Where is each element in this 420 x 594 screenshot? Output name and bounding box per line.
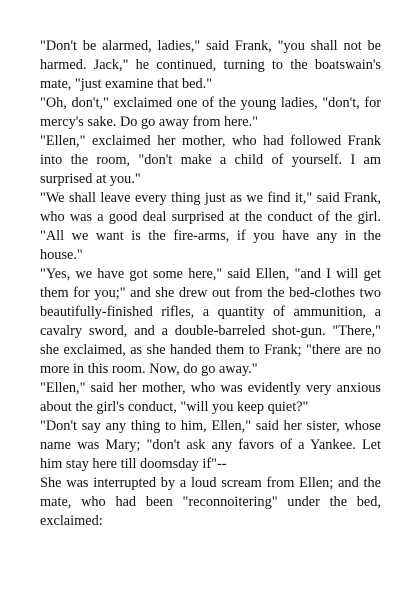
- document-page: [40, 37, 381, 531]
- paragraph-2: "Oh, don't," exclaimed one of the young ladies, "don't, for mercy's sake. Do go away from here.": [40, 95, 381, 130]
- paragraph-8: She was interrupted by a loud scream from Ellen; and the mate, who had been "reconnoitering" under the bed, exclaimed:: [40, 475, 381, 529]
- paragraph-4: "We shall leave every thing just as we find it," said Frank, who was a good deal surprised at the conduct of the girl. "All we want is the fire-arms, if you have any in the house.": [40, 190, 381, 263]
- paragraph-6: "Ellen," said her mother, who was evidently very anxious about the girl's conduct, "will you keep quiet?": [40, 380, 381, 415]
- paragraph-7: "Don't say any thing to him, Ellen," said her sister, whose name was Mary; "don't ask any favors of a Yankee. Let him stay here till doomsday if"--: [40, 418, 381, 472]
- paragraph-3: "Ellen," exclaimed her mother, who had followed Frank into the room, "don't make a child of yourself. I am surprised at you.": [40, 133, 381, 187]
- paragraph-5: "Yes, we have got some here," said Ellen, "and I will get them for you;" and she drew out from the bed-clothes two beautifully-finished rifles, a quantity of ammunition, a cavalry sword, and a double-barreled shot-gun. "There," she exclaimed, as she handed them to Frank; "there are no more in this room. Now, do go away.": [40, 266, 381, 377]
- paragraph-1: "Don't be alarmed, ladies," said Frank, "you shall not be harmed. Jack," he continued, turning to the boatswain's mate, "just examine that bed.": [40, 38, 381, 92]
